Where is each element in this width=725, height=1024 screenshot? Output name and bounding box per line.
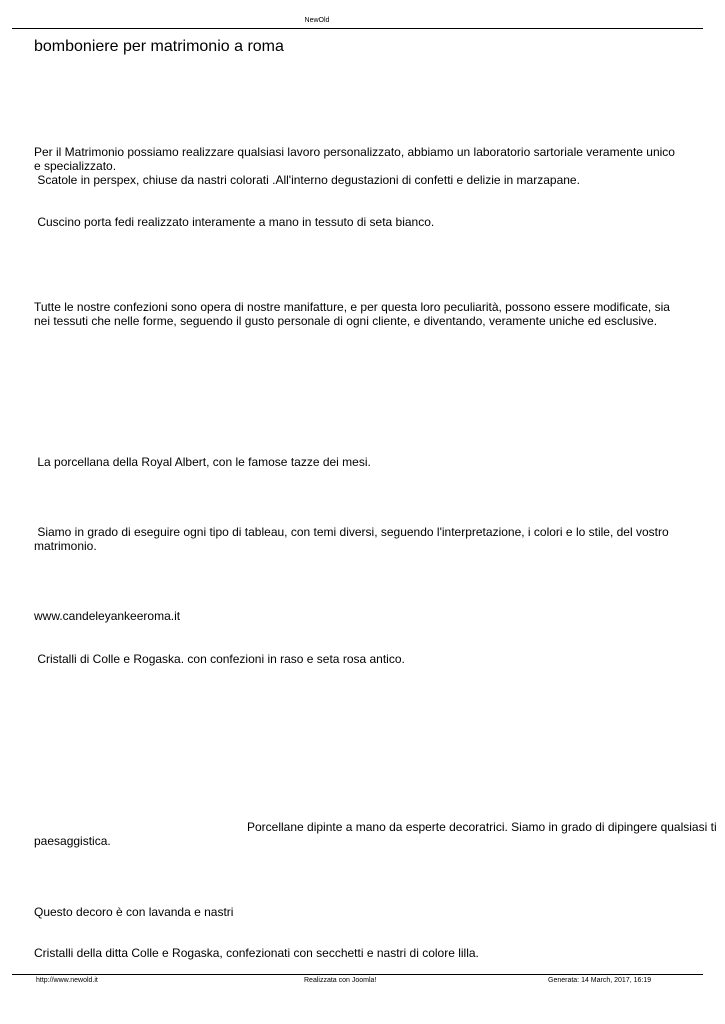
- paragraph-website: [34, 609, 694, 623]
- footer-divider: [12, 974, 703, 975]
- paragraph-tableau: [34, 525, 694, 553]
- paragraph-line: Porcellane dipinte a mano da esperte decoratrici. Siamo in grado di dipingere qualsiasi ti: [247, 820, 717, 834]
- paragraph-lilac-crystals: [34, 946, 694, 960]
- paragraph-line: paesaggistica.: [34, 834, 111, 848]
- paragraph-line: matrimonio.: [34, 539, 97, 553]
- paragraph-royal-albert: [34, 455, 694, 469]
- footer-generated-date: Generata: 14 March, 2017, 16:19: [548, 977, 652, 984]
- footer-powered-by: Realizzata con Joomla!: [304, 977, 377, 984]
- paragraph-line: Cuscino porta fedi realizzato interamente a mano in tessuto di seta bianco.: [34, 215, 435, 229]
- paragraph-line: nei tessuti che nelle forme, seguendo il gusto personale di ogni cliente, e diventando, veramente uniche ed esclusive.: [34, 314, 658, 328]
- paragraph-lavender: [34, 905, 694, 919]
- paragraph-crystals: [34, 652, 694, 666]
- site-header: NewOld: [304, 17, 330, 24]
- page-title: bomboniere per matrimonio a roma: [34, 38, 284, 55]
- paragraph-line: Tutte le nostre confezioni sono opera di nostre manifatture, e per questa loro peculiarità, possono essere modificate, sia: [34, 300, 670, 314]
- paragraph-line: Per il Matrimonio possiamo realizzare qualsiasi lavoro personalizzato, abbiamo un laboratorio sartoriale veramente unico: [34, 145, 675, 159]
- paragraph-line: Siamo in grado di eseguire ogni tipo di tableau, con temi diversi, seguendo l'interpretazione, i colori e lo stile, del vostro: [34, 525, 669, 539]
- paragraph-intro: [34, 145, 694, 187]
- paragraph-line: La porcellana della Royal Albert, con le famose tazze dei mesi.: [34, 455, 371, 469]
- paragraph-line: Cristalli di Colle e Rogaska. con confezioni in raso e seta rosa antico.: [34, 652, 405, 666]
- paragraph-line: Questo decoro è con lavanda e nastri: [34, 905, 234, 919]
- paragraph-line: Scatole in perspex, chiuse da nastri colorati .All'interno degustazioni di confetti e delizie in marzapane.: [34, 173, 580, 187]
- paragraph-line: www.candeleyankeeroma.it: [34, 609, 181, 623]
- paragraph-line: e specializzato.: [34, 159, 117, 173]
- paragraph-line: Cristalli della ditta Colle e Rogaska, confezionati con secchetti e nastri di colore lilla.: [34, 946, 479, 960]
- paragraph-ring-pillow: [34, 215, 694, 229]
- paragraph-confections: [34, 300, 694, 328]
- footer-site-url: http://www.newold.it: [36, 977, 98, 984]
- paragraph-porcelain: [34, 820, 725, 848]
- header-divider: [12, 28, 703, 29]
